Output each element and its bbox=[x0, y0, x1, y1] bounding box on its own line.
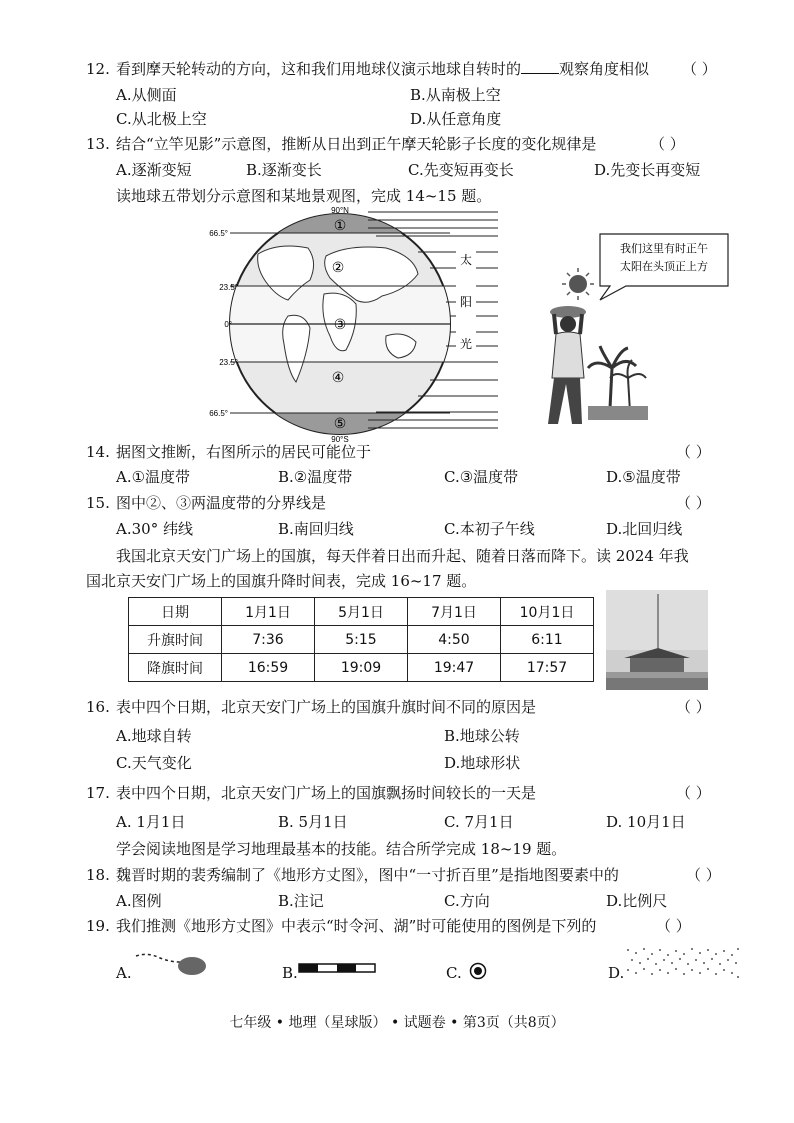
question-text-tail: 观察角度相似 bbox=[559, 60, 650, 78]
legend-capital-icon[interactable] bbox=[468, 961, 488, 981]
table-header-cell: 日期 bbox=[129, 598, 222, 626]
options-16 bbox=[116, 725, 716, 747]
table-cell: 7:36 bbox=[222, 626, 315, 654]
question-number: 18. bbox=[86, 866, 110, 884]
intro-16-17-line1: 我国北京天安门广场上的国旗，每天伴着日出而升起、随着日落而降下。读 2024 年我 bbox=[116, 547, 689, 565]
answer-paren[interactable]: （ ） bbox=[676, 784, 711, 802]
answer-paren[interactable]: （ ） bbox=[686, 866, 721, 884]
flag-time-table bbox=[128, 597, 594, 682]
option-c[interactable]: C.③温度带 bbox=[444, 468, 519, 486]
question-number: 13. bbox=[86, 135, 110, 153]
question-13 bbox=[86, 133, 596, 154]
answer-paren[interactable]: （ ） bbox=[656, 917, 691, 935]
table-header-row bbox=[129, 598, 594, 626]
option-d[interactable]: D.⑤温度带 bbox=[606, 468, 681, 486]
legend-seasonal-river-lake-icon[interactable] bbox=[134, 950, 214, 978]
question-number: 17. bbox=[86, 784, 110, 802]
option-b[interactable]: B.逐渐变长 bbox=[246, 161, 322, 179]
lat-label-66s: 66.5° bbox=[209, 409, 228, 418]
options-15 bbox=[116, 518, 716, 540]
question-number: 16. bbox=[86, 698, 110, 716]
option-a[interactable]: A.图例 bbox=[116, 892, 162, 910]
legend-railway-icon[interactable] bbox=[298, 962, 378, 976]
options-16-row2 bbox=[116, 752, 716, 774]
question-16 bbox=[86, 696, 536, 717]
answer-blank[interactable] bbox=[521, 59, 559, 74]
question-number: 14. bbox=[86, 443, 110, 461]
sun-icon bbox=[562, 268, 594, 300]
table-cell: 4:50 bbox=[408, 626, 501, 654]
option-b[interactable]: B.南回归线 bbox=[278, 520, 354, 538]
intro-18-19: 学会阅读地图是学习地理最基本的技能。结合所学完成 18~19 题。 bbox=[116, 840, 567, 858]
table-cell: 升旗时间 bbox=[129, 626, 222, 654]
north-pole-label: 90°N bbox=[331, 206, 349, 215]
south-pole-label: 90°S bbox=[331, 435, 349, 444]
answer-paren[interactable]: （ ） bbox=[676, 443, 711, 461]
question-text: 表中四个日期，北京天安门广场上的国旗升旗时间不同的原因是 bbox=[116, 698, 537, 716]
option-d[interactable]: D. 10月1日 bbox=[606, 813, 686, 831]
sunlight-char-3: 光 bbox=[459, 337, 473, 351]
lat-label-23s: 23.5° bbox=[219, 358, 238, 367]
table-header-cell: 10月1日 bbox=[501, 598, 594, 626]
sunlight-char-2: 阳 bbox=[459, 295, 473, 309]
table-header-cell: 5月1日 bbox=[315, 598, 408, 626]
option-c[interactable]: C.方向 bbox=[444, 892, 490, 910]
table-cell: 5:15 bbox=[315, 626, 408, 654]
zone-label-2: ② bbox=[331, 260, 345, 276]
table-cell: 16:59 bbox=[222, 654, 315, 682]
option-b[interactable]: B. bbox=[282, 964, 298, 982]
zone-label-5: ⑤ bbox=[333, 416, 347, 432]
option-b[interactable]: B.②温度带 bbox=[278, 468, 353, 486]
table-header-cell: 7月1日 bbox=[408, 598, 501, 626]
speech-line-1: 我们这里有时正午 bbox=[620, 242, 708, 255]
option-a[interactable]: A.30° 纬线 bbox=[116, 520, 193, 538]
question-text: 表中四个日期，北京天安门广场上的国旗飘扬时间较长的一天是 bbox=[116, 784, 537, 802]
option-d[interactable]: D. bbox=[608, 964, 625, 982]
option-a[interactable]: A. bbox=[116, 964, 132, 982]
table-cell: 6:11 bbox=[501, 626, 594, 654]
question-14 bbox=[86, 441, 371, 462]
gate-building-icon bbox=[630, 656, 684, 672]
option-c[interactable]: C. bbox=[446, 964, 462, 982]
question-17 bbox=[86, 782, 536, 803]
table-row bbox=[129, 654, 594, 682]
question-number: 15. bbox=[86, 494, 110, 512]
question-text: 据图文推断，右图所示的居民可能位于 bbox=[116, 443, 372, 461]
page-footer: 七年级 • 地理（星球版） • 试题卷 • 第3页（共8页） bbox=[229, 1015, 565, 1031]
resident-person-icon bbox=[548, 306, 586, 424]
option-c[interactable]: C.天气变化 bbox=[116, 754, 192, 772]
question-text: 图中②、③两温度带的分界线是 bbox=[116, 494, 327, 512]
option-a[interactable]: A.①温度带 bbox=[116, 468, 191, 486]
options-14 bbox=[116, 466, 716, 488]
option-c[interactable]: C.从北极上空 bbox=[116, 110, 207, 128]
option-d[interactable]: D.从任意角度 bbox=[410, 110, 502, 128]
question-19 bbox=[86, 915, 596, 936]
table-row bbox=[129, 626, 594, 654]
intro-16-17-line2: 国北京天安门广场上的国旗升降时间表，完成 16~17 题。 bbox=[86, 572, 477, 590]
question-text: 结合“立竿见影”示意图，推断从日出到正午摩天轮影子长度的变化规律是 bbox=[116, 135, 597, 153]
earth-zones-figure bbox=[209, 204, 508, 444]
question-15 bbox=[86, 492, 326, 513]
option-d[interactable]: D.北回归线 bbox=[606, 520, 683, 538]
question-text: 魏晋时期的裴秀编制了《地形方丈图》，图中“一寸折百里”是指地图要素中的 bbox=[116, 866, 619, 884]
option-d[interactable]: D.比例尺 bbox=[606, 892, 668, 910]
table-cell: 17:57 bbox=[501, 654, 594, 682]
option-b[interactable]: B.注记 bbox=[278, 892, 324, 910]
legend-desert-icon[interactable] bbox=[624, 946, 742, 980]
lat-label-23n: 23.5° bbox=[219, 283, 238, 292]
speech-line-2: 太阳在头顶正上方 bbox=[620, 260, 708, 273]
options-12 bbox=[116, 84, 716, 106]
lat-label-equator: 0° bbox=[224, 320, 232, 329]
option-d[interactable]: D.先变长再变短 bbox=[594, 161, 701, 179]
option-a[interactable]: A.从侧面 bbox=[116, 86, 177, 104]
tiananmen-photo bbox=[606, 590, 708, 690]
option-b[interactable]: B.从南极上空 bbox=[410, 86, 501, 104]
landscape-figure bbox=[530, 228, 735, 438]
zone-label-4: ④ bbox=[331, 370, 345, 386]
table-cell: 降旗时间 bbox=[129, 654, 222, 682]
option-c[interactable]: C.本初子午线 bbox=[444, 520, 535, 538]
zone-label-3: ③ bbox=[333, 317, 347, 333]
option-c[interactable]: C. 7月1日 bbox=[444, 813, 514, 831]
question-18 bbox=[86, 864, 619, 885]
option-c[interactable]: C.先变短再变长 bbox=[408, 161, 514, 179]
table-cell: 19:47 bbox=[408, 654, 501, 682]
question-number: 19. bbox=[86, 917, 110, 935]
question-text: 看到摩天轮转动的方向，这和我们用地球仪演示地球自转时的 bbox=[116, 60, 522, 78]
options-17 bbox=[116, 811, 716, 833]
question-text: 我们推测《地形方丈图》中表示“时令河、湖”时可能使用的图例是下列的 bbox=[116, 917, 597, 935]
option-b[interactable]: B.地球公转 bbox=[444, 727, 520, 745]
answer-paren[interactable]: （ ） bbox=[682, 60, 717, 78]
sunlight-char-1: 太 bbox=[459, 253, 473, 267]
zone-label-1: ① bbox=[333, 218, 347, 234]
question-12 bbox=[86, 58, 649, 79]
options-13 bbox=[116, 159, 716, 181]
option-d[interactable]: D.地球形状 bbox=[444, 754, 521, 772]
options-12-row2 bbox=[116, 108, 716, 130]
answer-paren[interactable]: （ ） bbox=[676, 698, 711, 716]
table-cell: 19:09 bbox=[315, 654, 408, 682]
answer-paren[interactable]: （ ） bbox=[650, 135, 685, 153]
option-a[interactable]: A. 1月1日 bbox=[116, 813, 186, 831]
intro-14-15: 读地球五带划分示意图和某地景观图，完成 14~15 题。 bbox=[116, 187, 492, 205]
palm-trees-icon bbox=[588, 346, 646, 412]
options-18 bbox=[116, 890, 716, 912]
lat-label-66n: 66.5° bbox=[209, 229, 228, 238]
option-a[interactable]: A.逐渐变短 bbox=[116, 161, 192, 179]
option-b[interactable]: B. 5月1日 bbox=[278, 813, 348, 831]
option-a[interactable]: A.地球自转 bbox=[116, 727, 192, 745]
answer-paren[interactable]: （ ） bbox=[676, 494, 711, 512]
ground-shadow bbox=[588, 406, 648, 420]
table-header-cell: 1月1日 bbox=[222, 598, 315, 626]
question-number: 12. bbox=[86, 60, 110, 78]
